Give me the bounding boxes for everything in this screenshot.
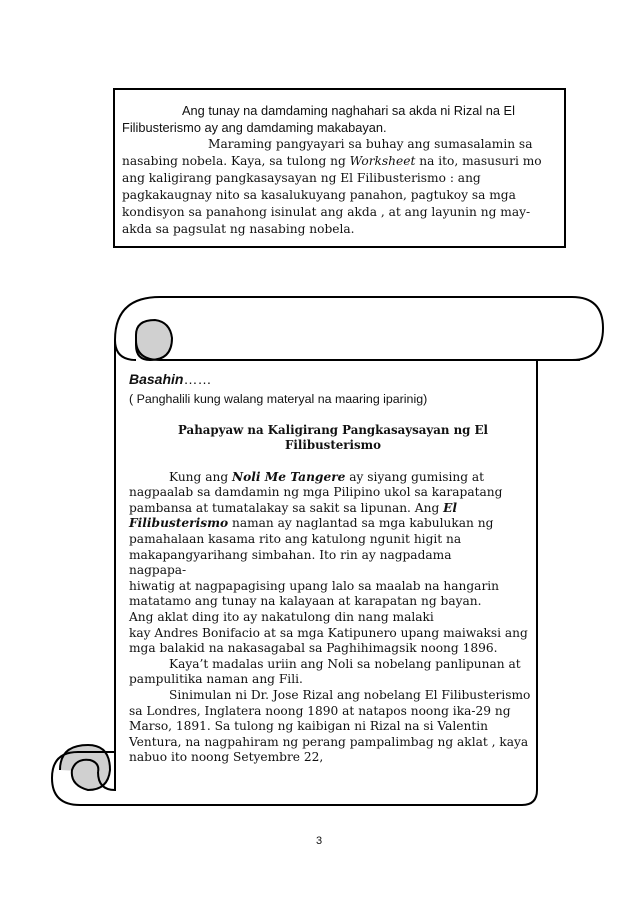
- body-paragraph-2: Kaya’t madalas uriin ang Noli sa nobelang panlipunan at pampulitika naman ang Fili.: [129, 656, 521, 687]
- basahin-label: [129, 370, 537, 388]
- intro-p2-worksheet: Worksheet: [349, 154, 416, 168]
- body-paragraph-3: Sinimulan ni Dr. Jose Rizal ang nobelang El Filibusterismo sa Londres, Inglatera noong 1890 at natapos noong ika-29 ng Marso, 1891. Sa tulong ng kaibigan ni Rizal na si Valentin Ventura, na nagpahiram ng perang pampalimbag ng aklat , kaya nabuo ito noong Setyembre 22,: [129, 687, 531, 765]
- body-paragraph-1-cont-4: kay Andres Bonifacio at sa mga Katipunero upang maiwaksi ang mga balakid na nakasagabal sa Paghihimagsik noong 1896.: [129, 625, 528, 656]
- body-paragraph-1-cont-1: nagpapa-: [129, 563, 187, 578]
- body-paragraph-1-cont-3: Ang aklat ding ito ay nakatulong din nang malaki: [129, 609, 434, 624]
- p1-text-a: Kung ang: [169, 469, 233, 484]
- section-heading: Pahapyaw na Kaligirang Pangkasaysayan ng El Filibusterismo: [178, 422, 488, 452]
- scroll-top-roll: [160, 297, 603, 360]
- intro-paragraph-1: Ang tunay na damdaming naghahari sa akda ni Rizal na El Filibusterismo ay ang damdaming makabayan.: [122, 103, 515, 135]
- intro-p2-text-b: na ito, masusuri mo ang kaligirang pangkasaysayan ng El Filibusterismo : ang pagkakaugnay nito sa kasalukuyang panahon, pagtukoy sa mga kondisyon sa panahong isinulat ang akda , at ang layunin ng may-akda sa pagsulat ng nasabing nobela.: [122, 154, 542, 236]
- p1-text-b: ay siyang gumising at nagpaalab sa damdamin ng mga Pilipino ukol sa karapatang pambansa at tumatalakay sa sakit sa lipunan. Ang: [129, 469, 503, 515]
- body-paragraph-1: [129, 470, 537, 564]
- page-number: 3: [315, 835, 323, 847]
- p1-elfili-title: El Filibusterismo: [129, 500, 458, 531]
- intro-p2-text-a: Maraming pangyayari sa buhay ang sumasalamin sa nasabing nobela. Kaya, sa tulong ng: [122, 137, 533, 168]
- scroll-top-curl-outer: [115, 340, 136, 360]
- basahin-word: Basahin: [129, 371, 184, 387]
- scroll-content: [129, 370, 537, 766]
- p1-noli-title: Noli Me Tangere: [232, 469, 346, 484]
- p1-text-c: naman ay naglantad sa mga kabulukan ng pamahalaan kasama rito ang katulong ngunit higit na makapangyarihang simbahan. Ito rin ay nagpadama: [129, 516, 494, 562]
- basahin-dots: ……: [183, 371, 212, 387]
- panghalili-note: ( Panghalili kung walang materyal na maaring iparinig): [129, 392, 428, 406]
- body-paragraph-1-cont-2: hiwatig at nagpapagising upang lalo sa maalab na hangarin matatamo ang tunay na kalayaan at karapatan ng bayan.: [129, 578, 500, 609]
- scroll-top-curl-line: [136, 340, 537, 360]
